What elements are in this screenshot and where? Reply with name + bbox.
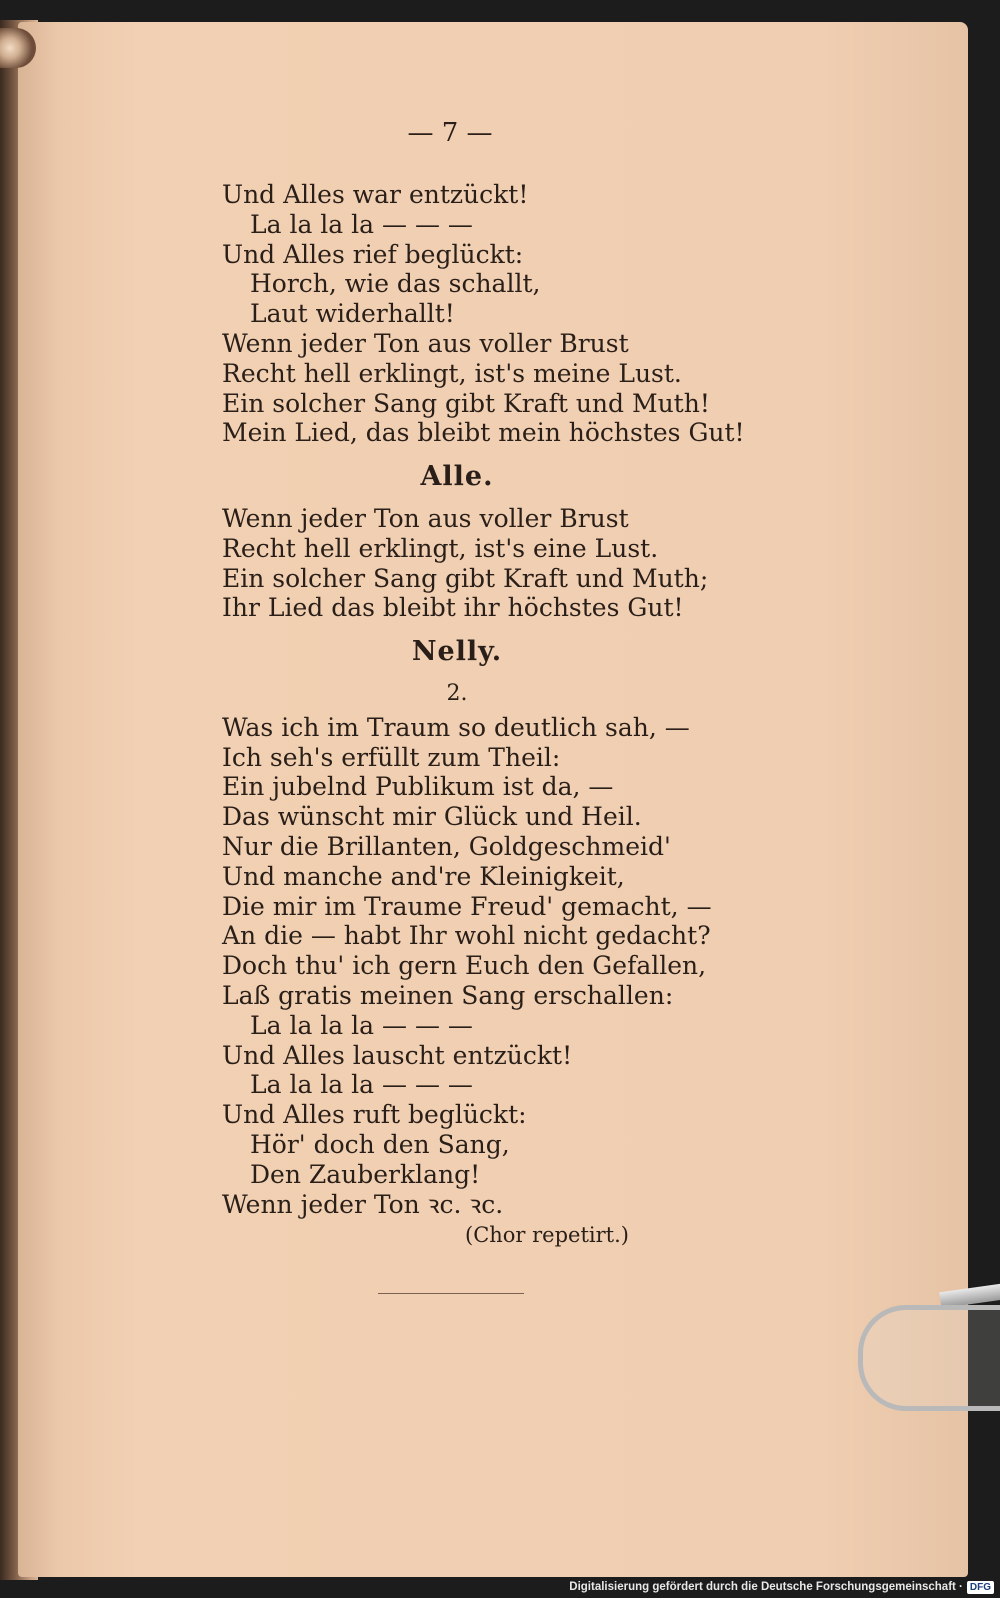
verse-line: Wenn jeder Ton ꝛc. ꝛc.: [222, 1189, 504, 1219]
verse-line: La la la la — — —: [250, 209, 473, 239]
verse-line: Ich seh's erfüllt zum Theil:: [222, 742, 561, 772]
page-number: — 7 —: [407, 118, 493, 148]
verse-line: Mein Lied, das bleibt mein höchstes Gut!: [222, 418, 745, 448]
verse-line: Die mir im Traume Freud' gemacht, —: [222, 891, 712, 921]
verse-a: [222, 180, 745, 448]
verse-line: Und Alles war entzückt!: [222, 180, 529, 209]
verse-line: Was ich im Traum so deutlich sah, —: [222, 712, 690, 742]
verse-line: Ein solcher Sang gibt Kraft und Muth;: [222, 563, 709, 593]
verse-line: Recht hell erklingt, ist's meine Lust.: [222, 358, 682, 388]
verse-line: Nur die Brillanten, Goldgeschmeid': [222, 831, 671, 861]
heading-nelly: Nelly.: [411, 636, 503, 668]
heading-alle: Alle.: [420, 461, 494, 493]
digitization-credit: [569, 1578, 994, 1596]
credit-text: Digitalisierung gefördert durch die Deutsche Forschungsgemeinschaft ·: [569, 1581, 963, 1593]
verse-line: An die — habt Ihr wohl nicht gedacht?: [222, 921, 711, 951]
verse-line: Doch thu' ich gern Euch den Gefallen,: [222, 951, 707, 981]
page-clip: [858, 1305, 1000, 1411]
verse-line: Ein jubelnd Publikum ist da, —: [222, 772, 614, 802]
verse-line: Laut widerhallt!: [250, 299, 455, 329]
verse-number: 2.: [446, 680, 468, 706]
stage-direction: (Chor repetirt.): [465, 1223, 629, 1248]
verse-c: [222, 713, 742, 1220]
verse-line: Recht hell erklingt, ist's eine Lust.: [222, 533, 659, 563]
verse-line: Ihr Lied das bleibt ihr höchstes Gut!: [222, 593, 684, 623]
verse-b: [222, 504, 742, 623]
verse-line: Laß gratis meinen Sang erschallen:: [222, 980, 674, 1010]
song-text: [222, 180, 745, 1251]
closing-rule: [378, 1293, 524, 1294]
dfg-logo: DFG: [967, 1581, 994, 1594]
verse-line: Wenn jeder Ton aus voller Brust: [222, 503, 629, 533]
verse-line: La la la la — — —: [250, 1010, 473, 1040]
verse-line: Und manche and're Kleinigkeit,: [222, 861, 625, 891]
verse-line: Horch, wie das schallt,: [250, 269, 541, 299]
verse-line: La la la la — — —: [250, 1070, 473, 1100]
verse-line: Und Alles ruft beglückt:: [222, 1100, 527, 1130]
verse-line: Wenn jeder Ton aus voller Brust: [222, 328, 629, 358]
verse-line: Und Alles rief beglückt:: [222, 239, 524, 269]
verse-line: Den Zauberklang!: [250, 1159, 481, 1189]
verse-line: Und Alles lauscht entzückt!: [222, 1040, 573, 1070]
verse-line: Ein solcher Sang gibt Kraft und Muth!: [222, 388, 710, 418]
verse-line: Hör' doch den Sang,: [250, 1129, 510, 1159]
verse-line: Das wünscht mir Glück und Heil.: [222, 802, 642, 832]
